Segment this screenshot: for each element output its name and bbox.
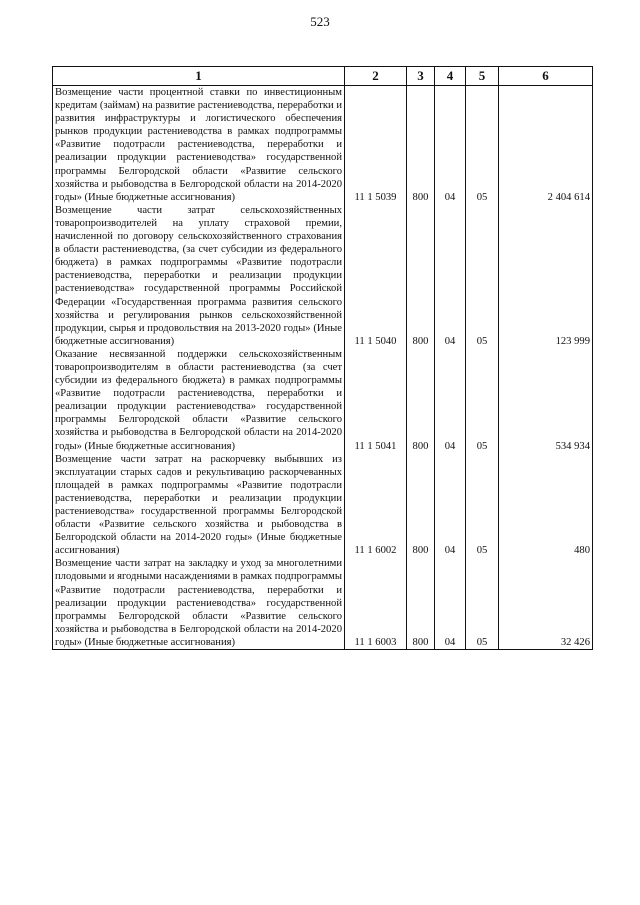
row-expense-type: 800 (407, 348, 435, 453)
column-header-2: 2 (345, 67, 407, 86)
row-target-code: 11 1 6002 (345, 453, 407, 558)
row-subsection: 05 (466, 557, 499, 649)
table-row (53, 86, 593, 204)
row-subsection: 05 (466, 86, 499, 204)
row-amount: 480 (499, 453, 593, 558)
column-header-1: 1 (53, 67, 345, 86)
row-subsection: 05 (466, 453, 499, 558)
row-amount: 2 404 614 (499, 86, 593, 204)
row-expense-type: 800 (407, 453, 435, 558)
row-target-code: 11 1 5041 (345, 348, 407, 453)
table-header-row (53, 67, 593, 86)
page-number: 523 (310, 14, 330, 29)
row-target-code: 11 1 5039 (345, 86, 407, 204)
row-target-code: 11 1 5040 (345, 204, 407, 348)
column-header-3: 3 (407, 67, 435, 86)
row-expense-type: 800 (407, 557, 435, 649)
row-description: Возмещение части затрат на раскорчевку выбывших из эксплуатации старых садов и рекультивацию раскорчеванных площадей в рамках подпрограммы «Развитие подотрасли растениеводства, переработки и реализации продукции растениеводства» государственной программы Белгородской области «Развитие сельского хозяйства и рыбоводства в Белгородской области на 2014-2020 годы» (Иные бюджетные ассигнования) (53, 453, 345, 558)
row-expense-type: 800 (407, 204, 435, 348)
row-section: 04 (435, 86, 466, 204)
row-subsection: 05 (466, 204, 499, 348)
row-section: 04 (435, 204, 466, 348)
row-subsection: 05 (466, 348, 499, 453)
row-description: Возмещение части затрат на закладку и уход за многолетними плодовыми и ягодными насаждениями в рамках подпрограммы «Развитие подотрасли растениеводства, переработки и реализации продукции растениеводства» государственной программы Белгородской области «Развитие сельского хозяйства и рыбоводства в Белгородской области на 2014-2020 годы» (Иные бюджетные ассигнования) (53, 557, 345, 649)
row-amount: 32 426 (499, 557, 593, 649)
table-row (53, 204, 593, 348)
row-description: Возмещение части затрат сельскохозяйственных товаропроизводителей на уплату страховой премии, начисленной по договору сельскохозяйственного страхования в области растениеводства, (за счет субсидии из федерального бюджета) в рамках подпрограммы «Развитие подотрасли растениеводства, переработки и реализации продукции растениеводства» государственной программы Российской Федерации «Государственная программа развития сельского хозяйства и регулирования рынков сельскохозяйственной продукции, сырья и продовольствия на 2013-2020 годы» (Иные бюджетные ассигнования) (53, 204, 345, 348)
budget-table (52, 66, 593, 650)
column-header-4: 4 (435, 67, 466, 86)
row-section: 04 (435, 557, 466, 649)
row-section: 04 (435, 348, 466, 453)
column-header-6: 6 (499, 67, 593, 86)
table-row (53, 557, 593, 649)
row-description: Оказание несвязанной поддержки сельскохозяйственным товаропроизводителям в области растениеводства (за счет субсидии из федерального бюджета) в рамках подпрограммы «Развитие подотрасли растениеводства, переработки и реализации продукции растениеводства» государственной программы Белгородской области «Развитие сельского хозяйства и рыбоводства в Белгородской области на 2014-2020 годы» (Иные бюджетные ассигнования) (53, 348, 345, 453)
table-row (53, 348, 593, 453)
row-description: Возмещение части процентной ставки по инвестиционным кредитам (займам) на развитие растениеводства, переработки и развития инфраструктуры и логистического обеспечения рынков продукции растениеводства в рамках подпрограммы «Развитие подотрасли растениеводства, переработки и реализации продукции растениеводства» государственной программы Белгородской области «Развитие сельского хозяйства и рыбоводства в Белгородской области на 2014-2020 годы» (Иные бюджетные ассигнования) (53, 86, 345, 204)
row-target-code: 11 1 6003 (345, 557, 407, 649)
row-amount: 123 999 (499, 204, 593, 348)
row-amount: 534 934 (499, 348, 593, 453)
column-header-5: 5 (466, 67, 499, 86)
row-expense-type: 800 (407, 86, 435, 204)
row-section: 04 (435, 453, 466, 558)
table-row (53, 453, 593, 558)
